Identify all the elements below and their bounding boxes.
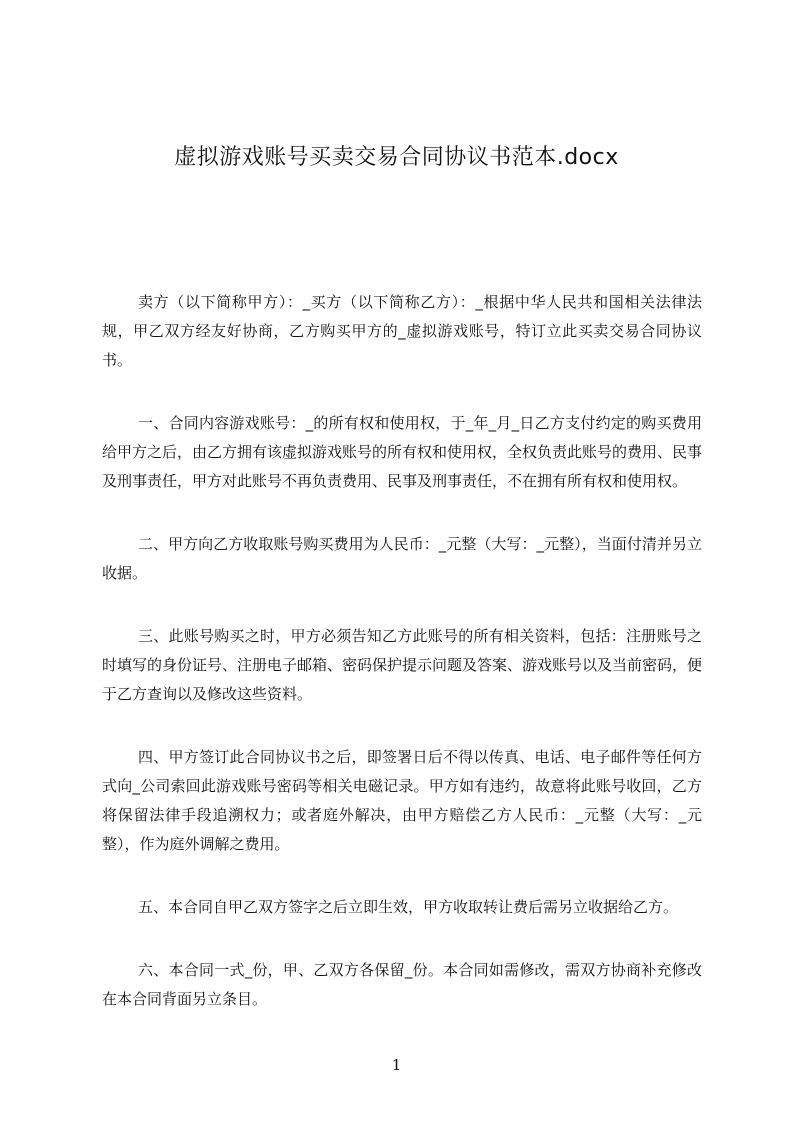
paragraph-clause-2: 二、甲方向乙方收取账号购买费用为人民币：_元整（大写：_元整），当面付清并另立收据。 [102, 535, 702, 582]
paragraph-clause-5: 五、本合同自甲乙双方签字之后立即生效，甲方收取转让费后需另立收据给乙方。 [138, 898, 679, 916]
page-number: 1 [391, 1056, 402, 1074]
paragraph-clause-4: 四、甲方签订此合同协议书之后，即签署日后不得以传真、电话、电子邮件等任何方式向_公司索回此游戏账号密码等相关电磁记录。甲方如有违约，故意将此账号收回，乙方将保留法律手段追溯权力；或者庭外解决，由甲方赔偿乙方人民币：_元整（大写：_元整），作为庭外调解之费用。 [102, 748, 702, 853]
paragraph-clause-3: 三、此账号购买之时，甲方必须告知乙方此账号的所有相关资料，包括：注册账号之时填写的身份证号、注册电子邮箱、密码保护提示问题及答案、游戏账号以及当前密码，便于乙方查询以及修改这些资料。 [102, 627, 703, 703]
document-title: 虚拟游戏账号买卖交易合同协议书范本.docx [174, 145, 619, 170]
document-body [102, 288, 702, 1048]
paragraph-preamble: 卖方（以下简称甲方）：_买方（以下简称乙方）：_根据中华人民共和国相关法律法规，甲乙双方经友好协商，乙方购买甲方的_虚拟游戏账号，特订立此买卖交易合同协议书。 [102, 293, 702, 369]
paragraph-clause-6: 六、本合同一式_份，甲、乙双方各保留_份。本合同如需修改，需双方协商补充修改在本合同背面另立条目。 [102, 961, 702, 1008]
paragraph-clause-1: 一、合同内容游戏账号：_的所有权和使用权，于_年_月_日乙方支付约定的购买费用给甲方之后，由乙方拥有该虚拟游戏账号的所有权和使用权，全权负责此账号的费用、民事及刑事责任，甲方对此账号不再负责费用、民事及刑事责任，不在拥有所有权和使用权。 [102, 414, 703, 490]
